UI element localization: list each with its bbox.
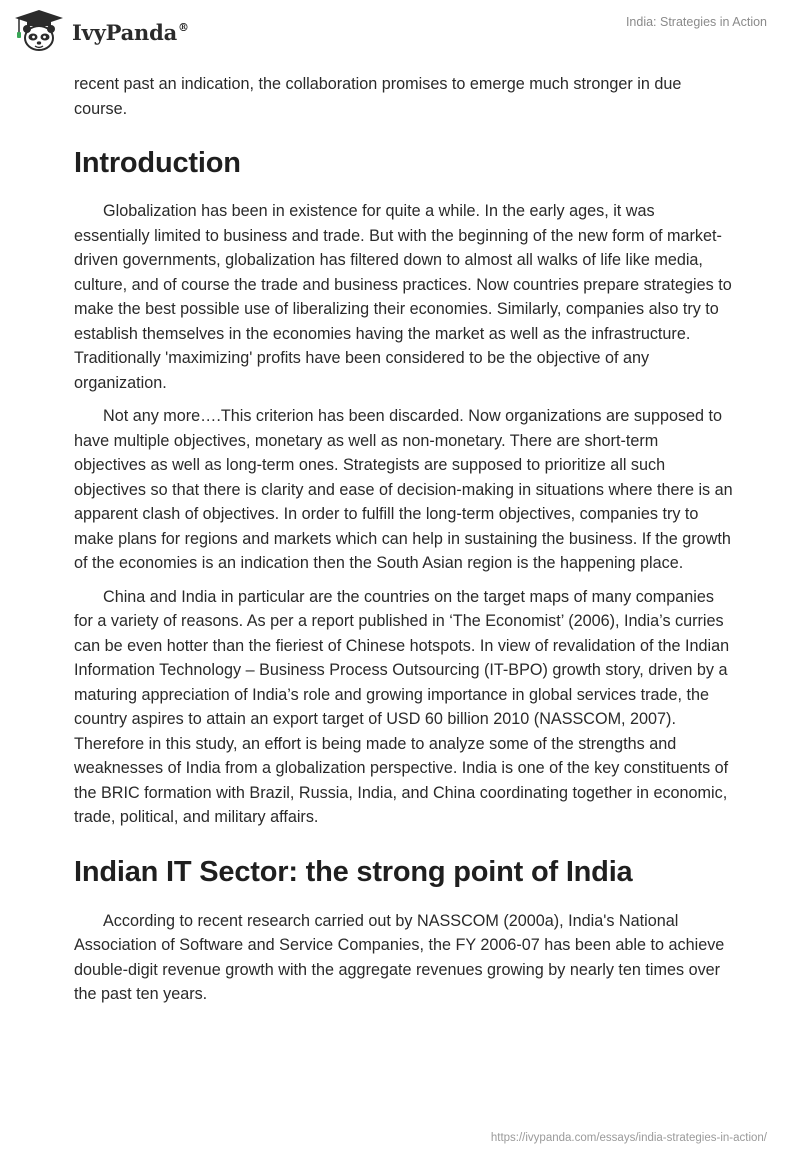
- page-header: [0, 0, 800, 60]
- lead-paragraph: recent past an indication, the collaboration promises to emerge much stronger in due course.: [74, 75, 682, 118]
- registered-mark: ®: [178, 20, 189, 34]
- brand-name-text: IvyPanda: [72, 19, 178, 45]
- paragraph: According to recent research carried out by NASSCOM (2000a), India's National Association of Software and Service Companies, the FY 2006-07 has been able to achieve double-digit revenue growth with the aggregate revenues growing by nearly ten times over the past ten years.: [74, 911, 725, 1003]
- brand-logo[interactable]: [14, 9, 189, 53]
- section-heading-introduction: Introduction: [74, 147, 241, 179]
- brand-name: [72, 20, 189, 45]
- document-title: India: Strategies in Action: [625, 15, 767, 29]
- essay-content: [74, 72, 734, 1007]
- paragraph: Not any more….This criterion has been discarded. Now organizations are supposed to have multiple objectives, monetary as well as non-monetary. There are short-term objectives as well as long-term ones. Strategists are supposed to prioritize all such objectives so that there is clarity and ease of decision-making in situations where there is an apparent clash of objectives. In order to fulfill the long-term objectives, companies try to make plans for regions and markets which can help in sustaining the business. If the growth of the economies is an indication then the South Asian region is the happening place.: [74, 407, 733, 572]
- source-url[interactable]: https://ivypanda.com/essays/india-strategies-in-action/: [490, 1132, 767, 1144]
- section-heading-indian-it-sector: Indian IT Sector: the strong point of India: [74, 855, 633, 888]
- paragraph: China and India in particular are the countries on the target maps of many companies for a variety of reasons. As per a report published in ‘The Economist’ (2006), India’s curries can be even hotter than the fieriest of Chinese hotspots. In view of revalidation of the Indian Information Technology – Business Process Outsourcing (IT-BPO) growth story, driven by a maturing appreciation of India’s role and growing importance in global services trade, the country aspires to attain an export target of USD 60 billion 2010 (NASSCOM, 2007). Therefore in this study, an effort is being made to analyze some of the strengths and weaknesses of India from a globalization perspective. India is one of the key constituents of the BRIC formation with Brazil, Russia, India, and China coordinating together in economic, trade, political, and military affairs.: [74, 587, 730, 826]
- panda-graduation-cap-icon: [14, 9, 64, 53]
- paragraph: Globalization has been in existence for quite a while. In the early ages, it was essentially limited to business and trade. But with the beginning of the new form of market-driven governments, globalization has filtered down to almost all walks of life like media, culture, and of course the trade and business practices. Now countries prepare strategies to make the best possible use of liberalizing their economies. Similarly, companies also try to establish themselves in the economies having the market as well as the infrastructure. Traditionally 'maximizing' profits have been considered to be the objective of any organization.: [74, 202, 732, 392]
